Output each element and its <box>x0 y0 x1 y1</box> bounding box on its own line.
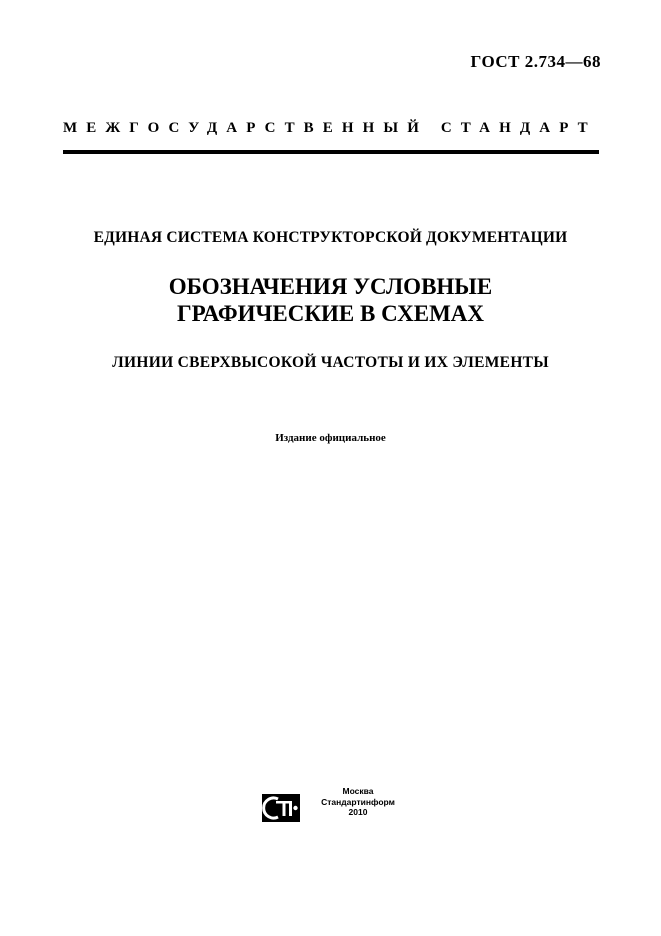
horizontal-rule <box>63 150 599 154</box>
publisher-city: Москва <box>342 786 374 796</box>
main-title <box>0 273 661 327</box>
document-number: ГОСТ 2.734—68 <box>470 52 601 71</box>
publisher-name: Стандартинформ <box>321 796 395 807</box>
subtitle: ЛИНИИ СВЕРХВЫСОКОЙ ЧАСТОТЫ И ИХ ЭЛЕМЕНТЫ <box>112 354 549 371</box>
publisher-imprint <box>308 786 408 818</box>
system-title: ЕДИНАЯ СИСТЕМА КОНСТРУКТОРСКОЙ ДОКУМЕНТАЦИИ <box>93 229 568 246</box>
edition-note: Издание официальное <box>275 432 386 444</box>
standartinform-logo-icon <box>262 794 300 822</box>
publication-year: 2010 <box>348 807 368 817</box>
main-title-line-2: ГРАФИЧЕСКИЕ В СХЕМАХ <box>176 301 485 326</box>
interstate-standard-label: МЕЖГОСУДАРСТВЕННЫЙ СТАНДАРТ <box>63 120 597 136</box>
main-title-line-1: ОБОЗНАЧЕНИЯ УСЛОВНЫЕ <box>168 274 493 299</box>
